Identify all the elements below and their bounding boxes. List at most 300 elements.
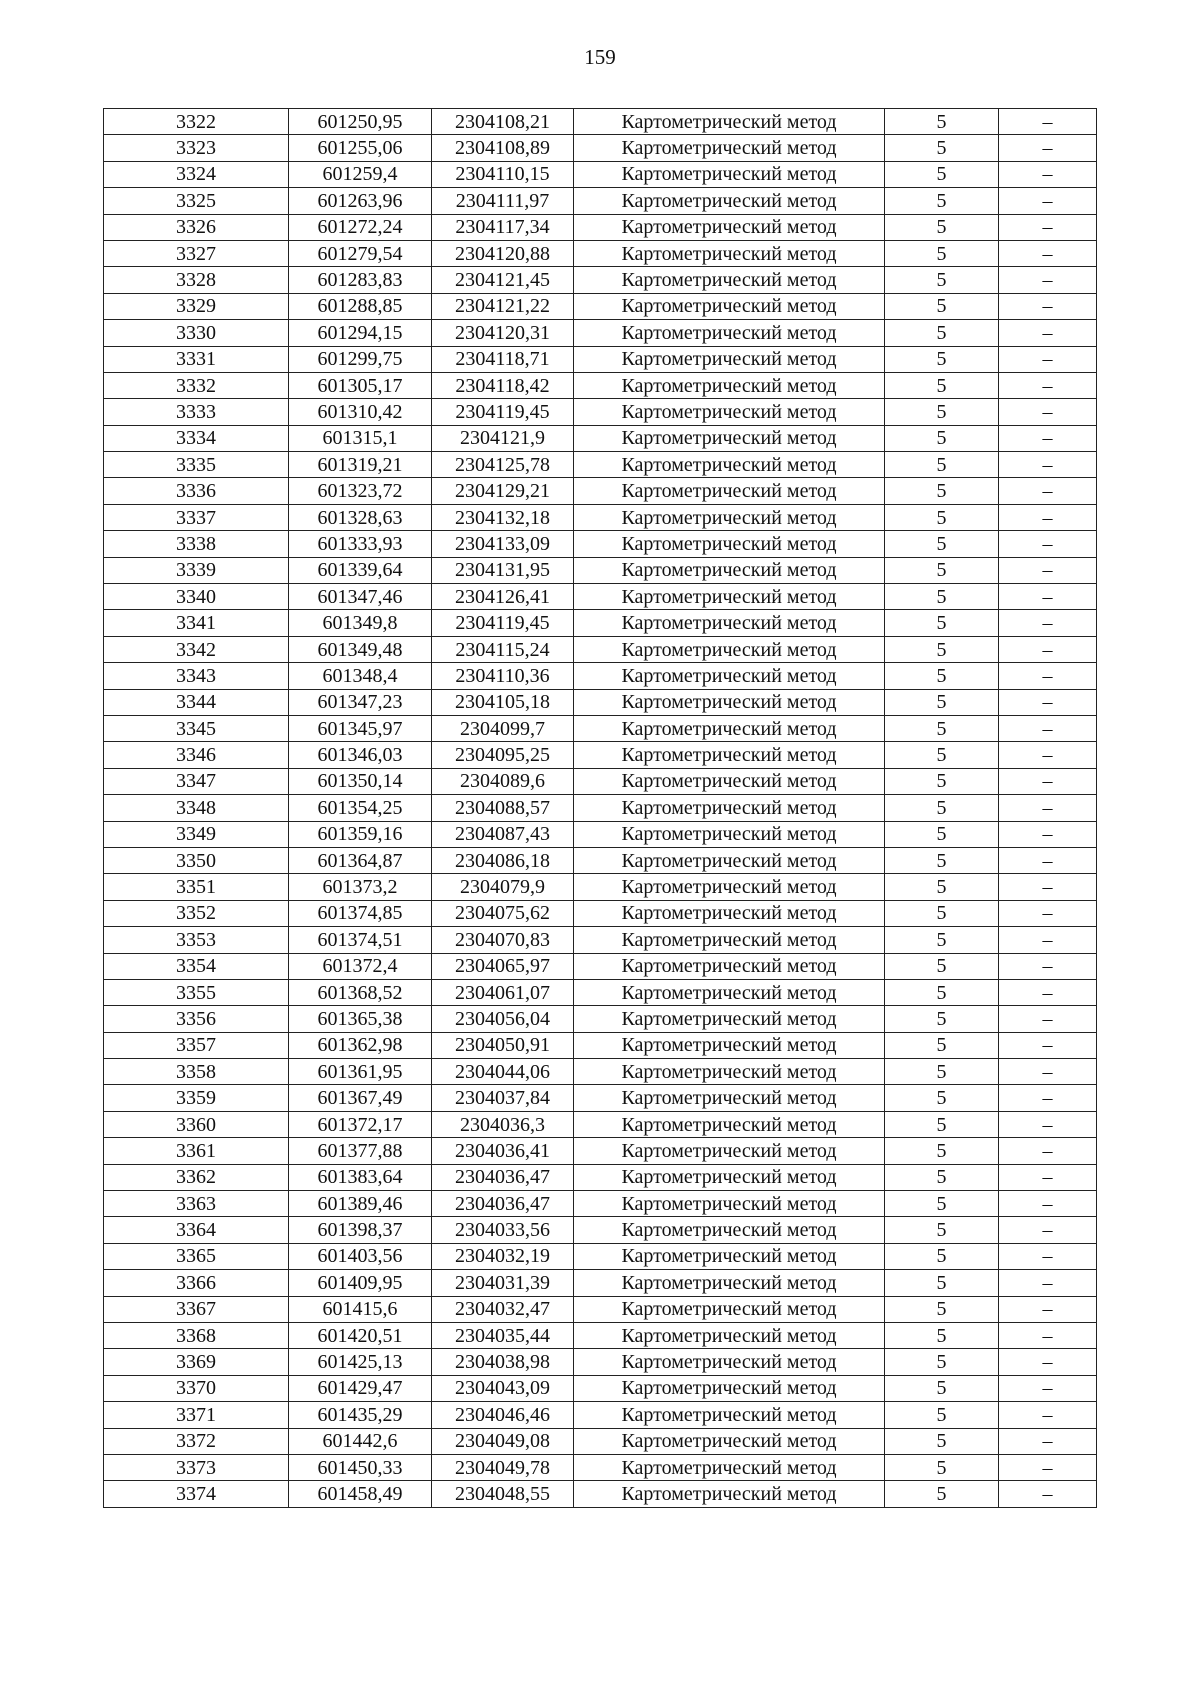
note-cell: – [999, 1270, 1097, 1296]
x-coordinate-cell: 601420,51 [289, 1322, 432, 1348]
y-coordinate-cell: 2304125,78 [432, 452, 574, 478]
method-cell: Картометрический метод [574, 399, 885, 425]
point-number-cell: 3331 [104, 346, 289, 372]
y-coordinate-cell: 2304046,46 [432, 1402, 574, 1428]
table-row [104, 742, 1097, 768]
y-coordinate-cell: 2304088,57 [432, 795, 574, 821]
x-coordinate-cell: 601403,56 [289, 1243, 432, 1269]
method-cell: Картометрический метод [574, 161, 885, 187]
method-cell: Картометрический метод [574, 1138, 885, 1164]
accuracy-cell: 5 [885, 847, 999, 873]
point-number-cell: 3372 [104, 1428, 289, 1454]
y-coordinate-cell: 2304065,97 [432, 953, 574, 979]
accuracy-cell: 5 [885, 874, 999, 900]
x-coordinate-cell: 601362,98 [289, 1032, 432, 1058]
x-coordinate-cell: 601374,85 [289, 900, 432, 926]
y-coordinate-cell: 2304132,18 [432, 504, 574, 530]
accuracy-cell: 5 [885, 584, 999, 610]
x-coordinate-cell: 601389,46 [289, 1191, 432, 1217]
y-coordinate-cell: 2304032,19 [432, 1243, 574, 1269]
note-cell: – [999, 214, 1097, 240]
note-cell: – [999, 1454, 1097, 1480]
method-cell: Картометрический метод [574, 953, 885, 979]
x-coordinate-cell: 601315,1 [289, 425, 432, 451]
y-coordinate-cell: 2304033,56 [432, 1217, 574, 1243]
y-coordinate-cell: 2304044,06 [432, 1059, 574, 1085]
accuracy-cell: 5 [885, 1006, 999, 1032]
x-coordinate-cell: 601374,51 [289, 927, 432, 953]
point-number-cell: 3325 [104, 188, 289, 214]
accuracy-cell: 5 [885, 1217, 999, 1243]
note-cell: – [999, 425, 1097, 451]
y-coordinate-cell: 2304070,83 [432, 927, 574, 953]
x-coordinate-cell: 601272,24 [289, 214, 432, 240]
coordinates-table-body [104, 109, 1097, 1508]
x-coordinate-cell: 601349,8 [289, 610, 432, 636]
x-coordinate-cell: 601435,29 [289, 1402, 432, 1428]
table-row [104, 768, 1097, 794]
note-cell: – [999, 478, 1097, 504]
note-cell: – [999, 821, 1097, 847]
accuracy-cell: 5 [885, 1164, 999, 1190]
y-coordinate-cell: 2304048,55 [432, 1481, 574, 1507]
method-cell: Картометрический метод [574, 214, 885, 240]
table-row [104, 953, 1097, 979]
note-cell: – [999, 1217, 1097, 1243]
note-cell: – [999, 1481, 1097, 1507]
y-coordinate-cell: 2304089,6 [432, 768, 574, 794]
table-row [104, 689, 1097, 715]
y-coordinate-cell: 2304133,09 [432, 531, 574, 557]
note-cell: – [999, 1243, 1097, 1269]
note-cell: – [999, 795, 1097, 821]
y-coordinate-cell: 2304049,08 [432, 1428, 574, 1454]
accuracy-cell: 5 [885, 1375, 999, 1401]
table-row [104, 821, 1097, 847]
y-coordinate-cell: 2304049,78 [432, 1454, 574, 1480]
accuracy-cell: 5 [885, 135, 999, 161]
method-cell: Картометрический метод [574, 109, 885, 135]
table-row [104, 161, 1097, 187]
method-cell: Картометрический метод [574, 663, 885, 689]
y-coordinate-cell: 2304036,3 [432, 1111, 574, 1137]
x-coordinate-cell: 601319,21 [289, 452, 432, 478]
table-row [104, 927, 1097, 953]
method-cell: Картометрический метод [574, 1243, 885, 1269]
point-number-cell: 3364 [104, 1217, 289, 1243]
accuracy-cell: 5 [885, 900, 999, 926]
point-number-cell: 3328 [104, 267, 289, 293]
note-cell: – [999, 109, 1097, 135]
method-cell: Картометрический метод [574, 557, 885, 583]
accuracy-cell: 5 [885, 346, 999, 372]
method-cell: Картометрический метод [574, 452, 885, 478]
table-row [104, 1085, 1097, 1111]
point-number-cell: 3354 [104, 953, 289, 979]
x-coordinate-cell: 601339,64 [289, 557, 432, 583]
accuracy-cell: 5 [885, 1402, 999, 1428]
x-coordinate-cell: 601347,23 [289, 689, 432, 715]
y-coordinate-cell: 2304075,62 [432, 900, 574, 926]
accuracy-cell: 5 [885, 1085, 999, 1111]
method-cell: Картометрический метод [574, 504, 885, 530]
x-coordinate-cell: 601349,48 [289, 636, 432, 662]
y-coordinate-cell: 2304120,88 [432, 240, 574, 266]
coordinates-table [103, 108, 1097, 1508]
method-cell: Картометрический метод [574, 689, 885, 715]
note-cell: – [999, 135, 1097, 161]
y-coordinate-cell: 2304061,07 [432, 979, 574, 1005]
table-row [104, 399, 1097, 425]
table-row [104, 874, 1097, 900]
note-cell: – [999, 346, 1097, 372]
accuracy-cell: 5 [885, 953, 999, 979]
accuracy-cell: 5 [885, 267, 999, 293]
y-coordinate-cell: 2304079,9 [432, 874, 574, 900]
table-row [104, 1375, 1097, 1401]
method-cell: Картометрический метод [574, 795, 885, 821]
point-number-cell: 3373 [104, 1454, 289, 1480]
x-coordinate-cell: 601279,54 [289, 240, 432, 266]
method-cell: Картометрический метод [574, 240, 885, 266]
method-cell: Картометрический метод [574, 293, 885, 319]
accuracy-cell: 5 [885, 109, 999, 135]
y-coordinate-cell: 2304110,36 [432, 663, 574, 689]
accuracy-cell: 5 [885, 768, 999, 794]
method-cell: Картометрический метод [574, 1402, 885, 1428]
y-coordinate-cell: 2304095,25 [432, 742, 574, 768]
point-number-cell: 3365 [104, 1243, 289, 1269]
method-cell: Картометрический метод [574, 979, 885, 1005]
note-cell: – [999, 188, 1097, 214]
table-row [104, 1481, 1097, 1507]
method-cell: Картометрический метод [574, 1059, 885, 1085]
point-number-cell: 3348 [104, 795, 289, 821]
x-coordinate-cell: 601442,6 [289, 1428, 432, 1454]
point-number-cell: 3327 [104, 240, 289, 266]
y-coordinate-cell: 2304131,95 [432, 557, 574, 583]
point-number-cell: 3358 [104, 1059, 289, 1085]
accuracy-cell: 5 [885, 610, 999, 636]
y-coordinate-cell: 2304108,89 [432, 135, 574, 161]
y-coordinate-cell: 2304036,47 [432, 1164, 574, 1190]
table-row [104, 795, 1097, 821]
x-coordinate-cell: 601429,47 [289, 1375, 432, 1401]
accuracy-cell: 5 [885, 715, 999, 741]
y-coordinate-cell: 2304099,7 [432, 715, 574, 741]
y-coordinate-cell: 2304120,31 [432, 320, 574, 346]
point-number-cell: 3333 [104, 399, 289, 425]
point-number-cell: 3369 [104, 1349, 289, 1375]
point-number-cell: 3359 [104, 1085, 289, 1111]
x-coordinate-cell: 601458,49 [289, 1481, 432, 1507]
accuracy-cell: 5 [885, 821, 999, 847]
method-cell: Картометрический метод [574, 1428, 885, 1454]
table-row [104, 900, 1097, 926]
table-row [104, 847, 1097, 873]
accuracy-cell: 5 [885, 399, 999, 425]
point-number-cell: 3336 [104, 478, 289, 504]
point-number-cell: 3343 [104, 663, 289, 689]
note-cell: – [999, 1059, 1097, 1085]
x-coordinate-cell: 601288,85 [289, 293, 432, 319]
method-cell: Картометрический метод [574, 874, 885, 900]
x-coordinate-cell: 601367,49 [289, 1085, 432, 1111]
table-row [104, 346, 1097, 372]
x-coordinate-cell: 601350,14 [289, 768, 432, 794]
method-cell: Картометрический метод [574, 425, 885, 451]
accuracy-cell: 5 [885, 979, 999, 1005]
point-number-cell: 3326 [104, 214, 289, 240]
note-cell: – [999, 979, 1097, 1005]
y-coordinate-cell: 2304117,34 [432, 214, 574, 240]
method-cell: Картометрический метод [574, 927, 885, 953]
table-row [104, 267, 1097, 293]
y-coordinate-cell: 2304118,42 [432, 372, 574, 398]
method-cell: Картометрический метод [574, 1454, 885, 1480]
point-number-cell: 3341 [104, 610, 289, 636]
accuracy-cell: 5 [885, 1296, 999, 1322]
method-cell: Картометрический метод [574, 346, 885, 372]
x-coordinate-cell: 601333,93 [289, 531, 432, 557]
table-row [104, 1322, 1097, 1348]
method-cell: Картометрический метод [574, 1375, 885, 1401]
accuracy-cell: 5 [885, 1481, 999, 1507]
accuracy-cell: 5 [885, 1191, 999, 1217]
point-number-cell: 3338 [104, 531, 289, 557]
x-coordinate-cell: 601347,46 [289, 584, 432, 610]
point-number-cell: 3340 [104, 584, 289, 610]
accuracy-cell: 5 [885, 1428, 999, 1454]
point-number-cell: 3360 [104, 1111, 289, 1137]
x-coordinate-cell: 601425,13 [289, 1349, 432, 1375]
point-number-cell: 3356 [104, 1006, 289, 1032]
table-row [104, 372, 1097, 398]
note-cell: – [999, 900, 1097, 926]
note-cell: – [999, 399, 1097, 425]
method-cell: Картометрический метод [574, 584, 885, 610]
table-row [104, 293, 1097, 319]
note-cell: – [999, 927, 1097, 953]
y-coordinate-cell: 2304035,44 [432, 1322, 574, 1348]
method-cell: Картометрический метод [574, 610, 885, 636]
accuracy-cell: 5 [885, 1322, 999, 1348]
note-cell: – [999, 452, 1097, 478]
method-cell: Картометрический метод [574, 188, 885, 214]
table-row [104, 1138, 1097, 1164]
note-cell: – [999, 768, 1097, 794]
point-number-cell: 3374 [104, 1481, 289, 1507]
y-coordinate-cell: 2304118,71 [432, 346, 574, 372]
point-number-cell: 3352 [104, 900, 289, 926]
y-coordinate-cell: 2304129,21 [432, 478, 574, 504]
method-cell: Картометрический метод [574, 1111, 885, 1137]
table-row [104, 1006, 1097, 1032]
y-coordinate-cell: 2304032,47 [432, 1296, 574, 1322]
method-cell: Картометрический метод [574, 1481, 885, 1507]
x-coordinate-cell: 601409,95 [289, 1270, 432, 1296]
method-cell: Картометрический метод [574, 900, 885, 926]
point-number-cell: 3368 [104, 1322, 289, 1348]
accuracy-cell: 5 [885, 320, 999, 346]
x-coordinate-cell: 601368,52 [289, 979, 432, 1005]
point-number-cell: 3349 [104, 821, 289, 847]
y-coordinate-cell: 2304043,09 [432, 1375, 574, 1401]
y-coordinate-cell: 2304086,18 [432, 847, 574, 873]
method-cell: Картометрический метод [574, 768, 885, 794]
x-coordinate-cell: 601365,38 [289, 1006, 432, 1032]
accuracy-cell: 5 [885, 188, 999, 214]
point-number-cell: 3324 [104, 161, 289, 187]
method-cell: Картометрический метод [574, 1349, 885, 1375]
x-coordinate-cell: 601299,75 [289, 346, 432, 372]
method-cell: Картометрический метод [574, 1322, 885, 1348]
x-coordinate-cell: 601345,97 [289, 715, 432, 741]
y-coordinate-cell: 2304087,43 [432, 821, 574, 847]
method-cell: Картометрический метод [574, 1217, 885, 1243]
y-coordinate-cell: 2304036,41 [432, 1138, 574, 1164]
table-row [104, 584, 1097, 610]
accuracy-cell: 5 [885, 1111, 999, 1137]
accuracy-cell: 5 [885, 478, 999, 504]
table-row [104, 1191, 1097, 1217]
table-row [104, 1164, 1097, 1190]
y-coordinate-cell: 2304105,18 [432, 689, 574, 715]
y-coordinate-cell: 2304038,98 [432, 1349, 574, 1375]
table-row [104, 1270, 1097, 1296]
accuracy-cell: 5 [885, 293, 999, 319]
x-coordinate-cell: 601383,64 [289, 1164, 432, 1190]
y-coordinate-cell: 2304121,22 [432, 293, 574, 319]
point-number-cell: 3355 [104, 979, 289, 1005]
accuracy-cell: 5 [885, 1349, 999, 1375]
y-coordinate-cell: 2304031,39 [432, 1270, 574, 1296]
x-coordinate-cell: 601323,72 [289, 478, 432, 504]
accuracy-cell: 5 [885, 927, 999, 953]
note-cell: – [999, 689, 1097, 715]
note-cell: – [999, 240, 1097, 266]
point-number-cell: 3371 [104, 1402, 289, 1428]
method-cell: Картометрический метод [574, 372, 885, 398]
point-number-cell: 3351 [104, 874, 289, 900]
accuracy-cell: 5 [885, 425, 999, 451]
table-row [104, 531, 1097, 557]
point-number-cell: 3337 [104, 504, 289, 530]
method-cell: Картометрический метод [574, 1032, 885, 1058]
method-cell: Картометрический метод [574, 320, 885, 346]
x-coordinate-cell: 601364,87 [289, 847, 432, 873]
method-cell: Картометрический метод [574, 1191, 885, 1217]
table-row [104, 320, 1097, 346]
y-coordinate-cell: 2304036,47 [432, 1191, 574, 1217]
note-cell: – [999, 1375, 1097, 1401]
accuracy-cell: 5 [885, 504, 999, 530]
point-number-cell: 3347 [104, 768, 289, 794]
x-coordinate-cell: 601346,03 [289, 742, 432, 768]
y-coordinate-cell: 2304115,24 [432, 636, 574, 662]
table-row [104, 1349, 1097, 1375]
table-row [104, 452, 1097, 478]
x-coordinate-cell: 601328,63 [289, 504, 432, 530]
note-cell: – [999, 1111, 1097, 1137]
y-coordinate-cell: 2304110,15 [432, 161, 574, 187]
note-cell: – [999, 1349, 1097, 1375]
y-coordinate-cell: 2304121,45 [432, 267, 574, 293]
x-coordinate-cell: 601373,2 [289, 874, 432, 900]
point-number-cell: 3323 [104, 135, 289, 161]
note-cell: – [999, 742, 1097, 768]
x-coordinate-cell: 601372,17 [289, 1111, 432, 1137]
note-cell: – [999, 372, 1097, 398]
note-cell: – [999, 953, 1097, 979]
point-number-cell: 3342 [104, 636, 289, 662]
note-cell: – [999, 161, 1097, 187]
method-cell: Картометрический метод [574, 1270, 885, 1296]
table-row [104, 1217, 1097, 1243]
point-number-cell: 3370 [104, 1375, 289, 1401]
y-coordinate-cell: 2304119,45 [432, 399, 574, 425]
y-coordinate-cell: 2304050,91 [432, 1032, 574, 1058]
x-coordinate-cell: 601259,4 [289, 161, 432, 187]
point-number-cell: 3362 [104, 1164, 289, 1190]
method-cell: Картометрический метод [574, 715, 885, 741]
table-row [104, 1296, 1097, 1322]
point-number-cell: 3357 [104, 1032, 289, 1058]
x-coordinate-cell: 601348,4 [289, 663, 432, 689]
table-row [104, 663, 1097, 689]
point-number-cell: 3346 [104, 742, 289, 768]
note-cell: – [999, 636, 1097, 662]
x-coordinate-cell: 601305,17 [289, 372, 432, 398]
method-cell: Картометрический метод [574, 1296, 885, 1322]
y-coordinate-cell: 2304037,84 [432, 1085, 574, 1111]
table-row [104, 610, 1097, 636]
note-cell: – [999, 1085, 1097, 1111]
point-number-cell: 3332 [104, 372, 289, 398]
table-row [104, 135, 1097, 161]
y-coordinate-cell: 2304108,21 [432, 109, 574, 135]
y-coordinate-cell: 2304119,45 [432, 610, 574, 636]
note-cell: – [999, 1322, 1097, 1348]
x-coordinate-cell: 601398,37 [289, 1217, 432, 1243]
table-row [104, 1243, 1097, 1269]
y-coordinate-cell: 2304056,04 [432, 1006, 574, 1032]
table-row [104, 557, 1097, 583]
point-number-cell: 3335 [104, 452, 289, 478]
table-row [104, 425, 1097, 451]
note-cell: – [999, 874, 1097, 900]
note-cell: – [999, 1138, 1097, 1164]
x-coordinate-cell: 601377,88 [289, 1138, 432, 1164]
note-cell: – [999, 267, 1097, 293]
x-coordinate-cell: 601255,06 [289, 135, 432, 161]
accuracy-cell: 5 [885, 663, 999, 689]
x-coordinate-cell: 601250,95 [289, 109, 432, 135]
accuracy-cell: 5 [885, 1454, 999, 1480]
note-cell: – [999, 1032, 1097, 1058]
x-coordinate-cell: 601294,15 [289, 320, 432, 346]
method-cell: Картометрический метод [574, 742, 885, 768]
point-number-cell: 3334 [104, 425, 289, 451]
table-row [104, 504, 1097, 530]
point-number-cell: 3363 [104, 1191, 289, 1217]
accuracy-cell: 5 [885, 452, 999, 478]
note-cell: – [999, 1164, 1097, 1190]
method-cell: Картометрический метод [574, 821, 885, 847]
x-coordinate-cell: 601354,25 [289, 795, 432, 821]
point-number-cell: 3322 [104, 109, 289, 135]
point-number-cell: 3367 [104, 1296, 289, 1322]
